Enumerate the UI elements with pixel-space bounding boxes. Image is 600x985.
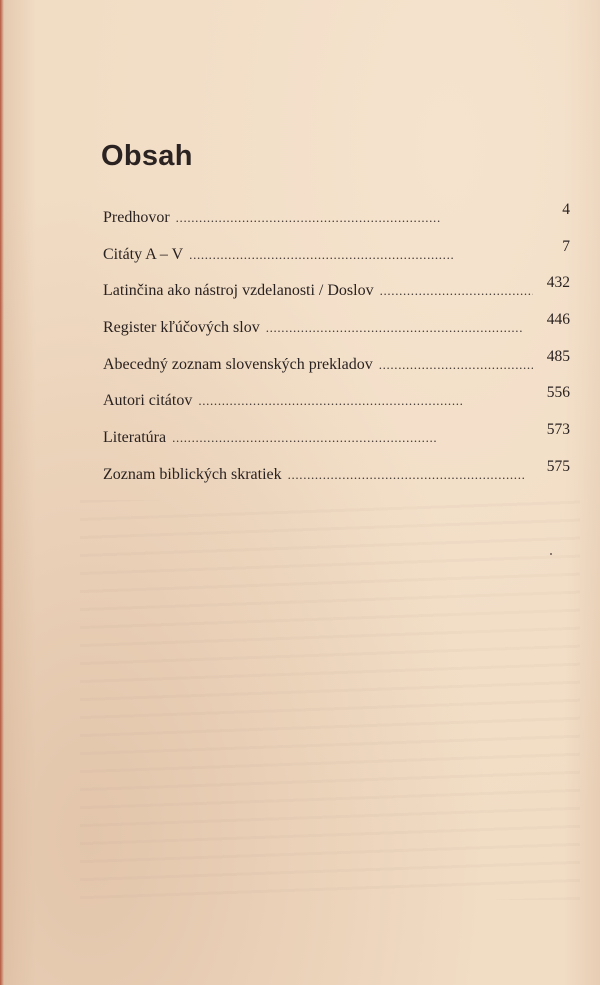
toc-entry-autori (103, 384, 570, 428)
toc-entry-label: Predhovor (103, 209, 170, 226)
page-edge (0, 0, 4, 985)
dot-leader (198, 391, 522, 411)
toc-entry-predhovor (103, 201, 570, 245)
toc-entry-label: Abecedný zoznam slovenských prekladov (103, 355, 373, 373)
toc-page-number: 4 (562, 201, 570, 218)
toc-entry-abecedny-zoznam (103, 347, 570, 392)
dot-leader (266, 318, 523, 338)
page-title: Obsah (101, 140, 193, 172)
toc-entry-label: Register kľúčových slov (103, 319, 260, 337)
toc-page-number: 432 (546, 274, 570, 292)
toc-entry-label: Literatúra (103, 429, 167, 447)
toc-entry-biblicke-skratky (103, 457, 570, 502)
show-through-text (80, 500, 580, 900)
dot-leader (380, 281, 533, 301)
dot-leader (288, 465, 526, 485)
toc-entry-literatura (103, 421, 570, 465)
toc-entry-citaty (103, 237, 570, 282)
toc-page-number: 575 (546, 457, 570, 475)
toc-entry-label: Autori citátov (103, 392, 193, 410)
toc-entry-latincina (103, 274, 570, 318)
toc-page-number: 7 (562, 237, 570, 255)
toc-page-number: 573 (546, 421, 570, 439)
toc-entry-label: Citáty A – V (103, 245, 184, 263)
toc-page-number: 485 (546, 347, 570, 365)
dot-leader (172, 428, 522, 448)
dot-leader (176, 208, 522, 228)
toc-entry-label: Latinčina ako nástroj vzdelanosti / Doslov (103, 282, 374, 300)
dot-leader (189, 245, 522, 265)
toc-page-number: 446 (546, 311, 570, 329)
paper-speck (550, 553, 552, 555)
dot-leader (379, 355, 533, 375)
toc-entry-label: Zoznam biblických skratiek (103, 465, 282, 483)
table-of-contents (103, 201, 570, 502)
toc-page-number: 556 (546, 384, 570, 402)
toc-entry-register (103, 311, 570, 355)
